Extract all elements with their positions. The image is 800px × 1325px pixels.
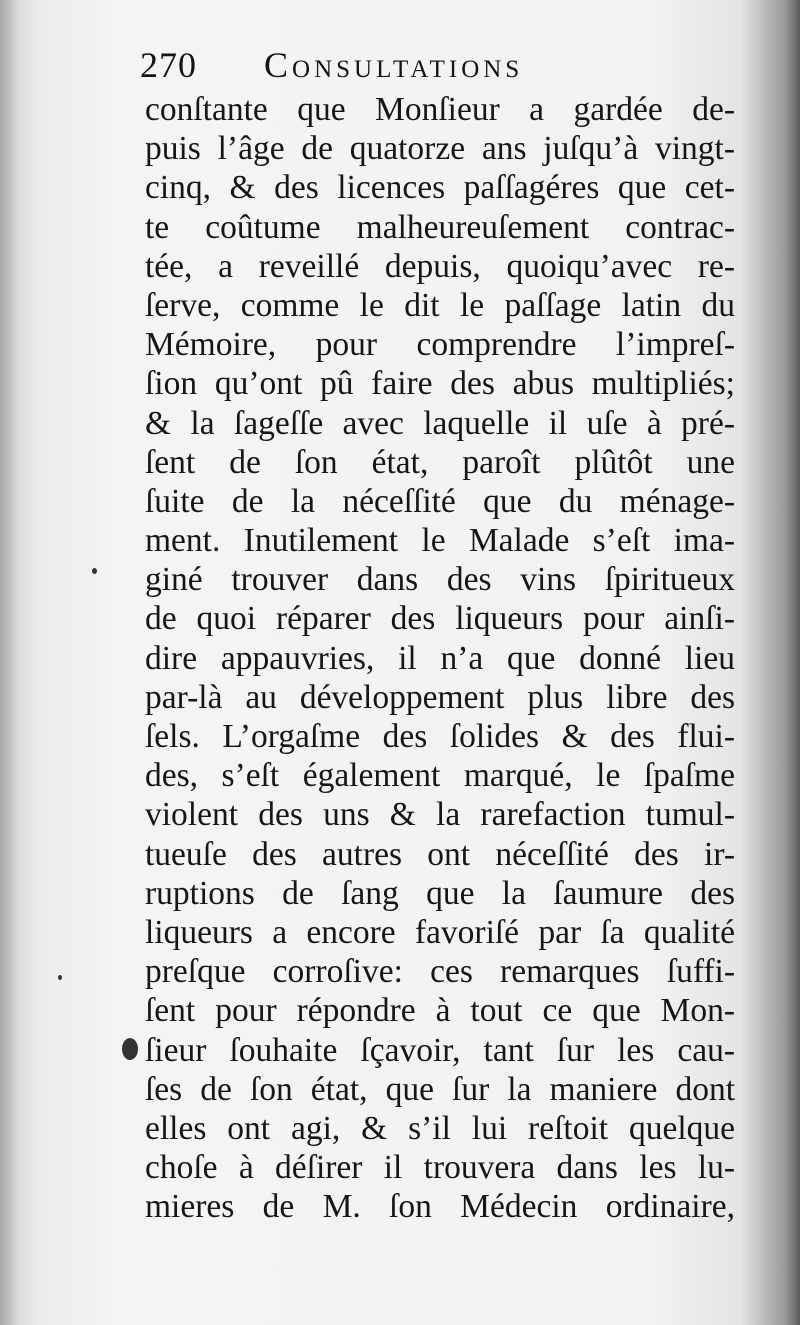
text-line: giné trouver dans des vins ſpiritueux (145, 561, 735, 599)
text-line: ment. Inutilement le Malade s’eſt ima- (145, 522, 735, 560)
text-line: ſuite de la néceſſité que du ménage- (145, 482, 735, 520)
text-line: choſe à déſirer il trouvera dans les lu- (145, 1149, 735, 1187)
text-line: ſent pour répondre à tout ce que Mon- (145, 992, 735, 1030)
text-line: ſieur ſouhaite ſçavoir, tant ſur les cau- (145, 1031, 735, 1069)
text-line: par-là au développement plus libre des (145, 678, 735, 716)
text-line: de quoi réparer des liqueurs pour ainſi- (145, 600, 735, 638)
text-line: ſion qu’ont pû faire des abus multipliés; (145, 365, 735, 403)
text-line: dire appauvries, il n’a que donné lieu (145, 639, 735, 677)
text-line: puis l’âge de quatorze ans juſqu’à vingt- (145, 130, 735, 168)
text-line: te coûtume malheureuſement contrac- (145, 208, 735, 246)
ink-speck (92, 568, 97, 574)
page-gutter-shadow (0, 0, 18, 1325)
text-line: cinq, & des licences paſſagéres que cet- (145, 169, 735, 207)
text-line: mieres de M. ſon Médecin ordinaire, (145, 1188, 735, 1226)
running-title: Consultations (264, 45, 524, 85)
ink-speck (122, 1038, 138, 1060)
page-number: 270 (140, 45, 197, 85)
body-text (145, 90, 735, 1226)
ink-speck (58, 975, 62, 980)
text-line: & la ſageſſe avec laquelle il uſe à pré- (145, 404, 735, 442)
text-line: tueuſe des autres ont néceſſité des ir- (145, 835, 735, 873)
text-line: ruptions de ſang que la ſaumure des (145, 874, 735, 912)
text-line: conſtante que Monſieur a gardée de- (145, 91, 735, 128)
text-line: ſels. L’orgaſme des ſolides & des flui- (145, 718, 735, 755)
text-line: Mémoire, pour comprendre l’impreſ- (145, 326, 735, 364)
text-line: ſent de ſon état, paroît plûtôt une (145, 443, 735, 481)
text-line: tée, a reveillé depuis, quoiqu’avec re- (145, 247, 735, 285)
text-line: preſque corroſive: ces remarques ſuffi- (145, 953, 735, 991)
text-line: des, s’eſt également marqué, le ſpaſme (145, 757, 735, 795)
text-line: violent des uns & la rarefaction tumul- (145, 796, 735, 834)
page-header (140, 44, 740, 94)
text-line: ſes de ſon état, que ſur la maniere dont (145, 1070, 735, 1108)
text-line: liqueurs a encore favoriſé par ſa qualité (145, 913, 735, 951)
text-line: ſerve, comme le dit le paſſage latin du (145, 286, 735, 324)
text-line: elles ont agi, & s’il lui reſtoit quelque (145, 1109, 735, 1147)
